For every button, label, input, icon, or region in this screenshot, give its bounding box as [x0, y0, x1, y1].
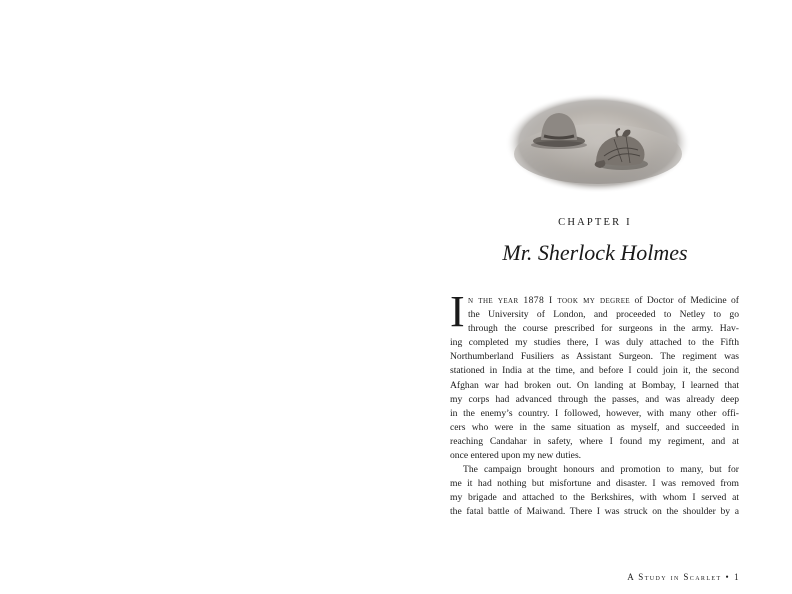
body-line: through the course prescribed for surgeons in the army. Hav- — [468, 323, 739, 335]
body-line: my brigade and attached to the Berkshires, with whom I served at — [450, 492, 739, 504]
page-number: 1 — [734, 572, 740, 582]
body-line: Afghan war had broken out. On landing at Bombay, I learned that — [450, 379, 739, 391]
hats-illustration — [504, 92, 692, 194]
body-line: the University of London, and proceeded to Netley to go — [468, 309, 739, 321]
body-line: reaching Candahar in safety, where I found my regiment, and at — [450, 435, 739, 447]
footer-separator: • — [725, 572, 731, 582]
chapter-title: Mr. Sherlock Holmes — [502, 240, 688, 265]
body-line: ing completed my studies there, I was duly attached to the Fifth — [450, 337, 739, 349]
chapter-body-text — [450, 287, 739, 520]
body-line: once entered upon my new duties. — [450, 450, 582, 462]
body-line: the fatal battle of Maiwand. There I was struck on the shoulder by a — [450, 506, 739, 518]
chapter-label: CHAPTER I — [558, 217, 632, 228]
body-line: in the enemy’s country. I followed, however, with many other offi- — [450, 407, 739, 419]
drop-cap: I — [450, 287, 465, 336]
bowler-and-deerstalker-hats-image — [504, 92, 692, 194]
body-line: my corps had advanced through the passes, and was already deep — [450, 393, 739, 405]
body-line: Northumberland Fusiliers as Assistant Surgeon. The regiment was — [450, 351, 739, 363]
body-line: The campaign brought honours and promotion to many, but for — [463, 464, 739, 476]
book-title: A Study in Scarlet — [627, 572, 722, 582]
body-line: stationed in India at the time, and before I could join it, the second — [450, 365, 739, 377]
opening-smallcaps: n the year 1878 I took my degree — [468, 295, 631, 306]
body-line: cers who were in the same situation as myself, and succeeded in — [450, 421, 739, 433]
body-line: n the year 1878 I took my degree of Doctor of Medicine of — [468, 295, 739, 306]
running-footer — [627, 572, 740, 582]
body-line: me it had nothing but misfortune and disaster. I was removed from — [450, 478, 739, 490]
